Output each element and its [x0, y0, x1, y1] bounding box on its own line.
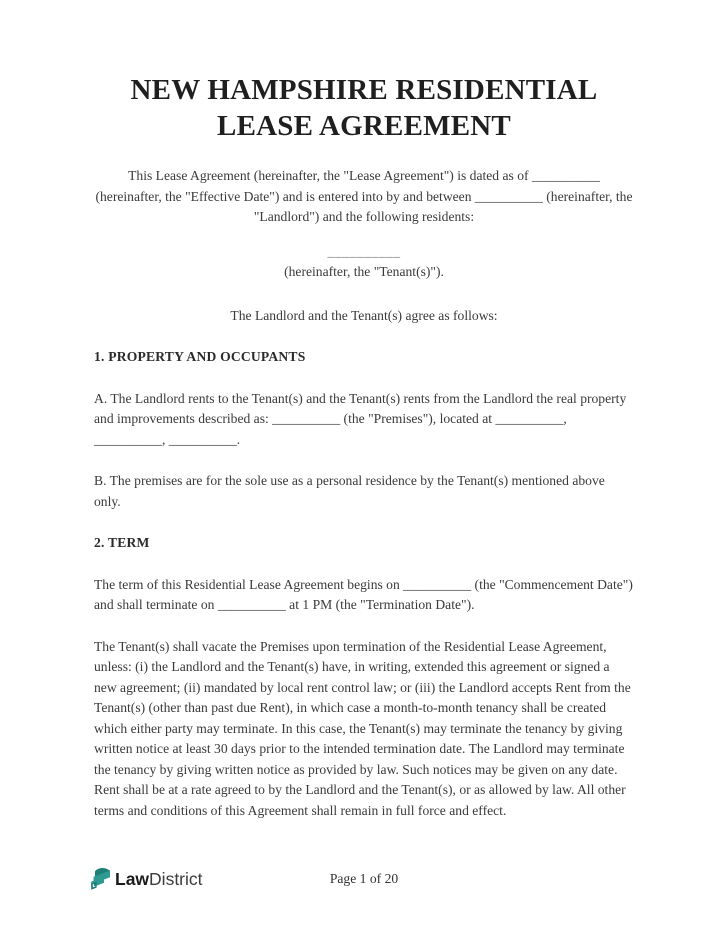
logo-text-law: Law — [115, 869, 150, 889]
page-number: Page 1 of 20 — [329, 871, 399, 886]
section-2-paragraph-1: The term of this Residential Lease Agreement begins on __________ (the "Commencement Date") and shall terminate on __________ at 1 PM (the "Termination Date"). — [94, 576, 633, 612]
intro-paragraph: This Lease Agreement (hereinafter, the "Lease Agreement") is dated as of __________ (hereinafter, the "Effective Date") and is entered into by and between __________ (hereinafter, the "Landlord") and the following residents: — [95, 168, 633, 224]
lawdistrict-logo[interactable] — [90, 867, 203, 892]
tenant-caption: (hereinafter, the "Tenant(s)"). — [284, 264, 444, 279]
logo-text — [115, 869, 203, 890]
section-1-heading: 1. PROPERTY AND OCCUPANTS — [94, 349, 306, 364]
section-1-paragraph-b: B. The premises are for the sole use as a personal residence by the Tenant(s) mentioned above only. — [94, 473, 605, 509]
page-footer — [0, 866, 728, 898]
section-1-paragraph-a: A. The Landlord rents to the Tenant(s) and the Tenant(s) rents from the Landlord the real property and improvements described as: __________ (the "Premises"), located at __________, __________, __________. — [94, 390, 627, 447]
document-title: NEW HAMPSHIRE RESIDENTIAL LEASE AGREEMENT — [130, 74, 598, 142]
tenant-name-blank: __________ — [327, 243, 401, 259]
section-2-heading: 2. TERM — [94, 535, 150, 550]
agreement-lead-line: The Landlord and the Tenant(s) agree as follows: — [230, 307, 498, 323]
section-2-paragraph-2: The Tenant(s) shall vacate the Premises upon termination of the Residential Lease Agreement, unless: (i) the Landlord and the Tenant(s) have, in writing, extended this agreement or signed a new agreement; (ii) mandated by local rent control law; or (iii) the Landlord accepts Rent from the Tenant(s) (other than past due Rent), in which case a month-to-month tenancy shall be created which either party may terminate. In this case, the Tenant(s) may terminate the tenancy by giving written notice at least 30 days prior to the intended termination date. The Landlord may terminate the tenancy by giving written notice as provided by law. Such notices may be given on any date. Rent shall be at a rate agreed to by the Landlord and the Tenant(s), or as allowed by law. All other terms and conditions of this Agreement shall remain in full force and effect. — [94, 638, 631, 818]
logo-text-district: District — [149, 869, 203, 889]
lawdistrict-stack-icon — [90, 867, 111, 892]
